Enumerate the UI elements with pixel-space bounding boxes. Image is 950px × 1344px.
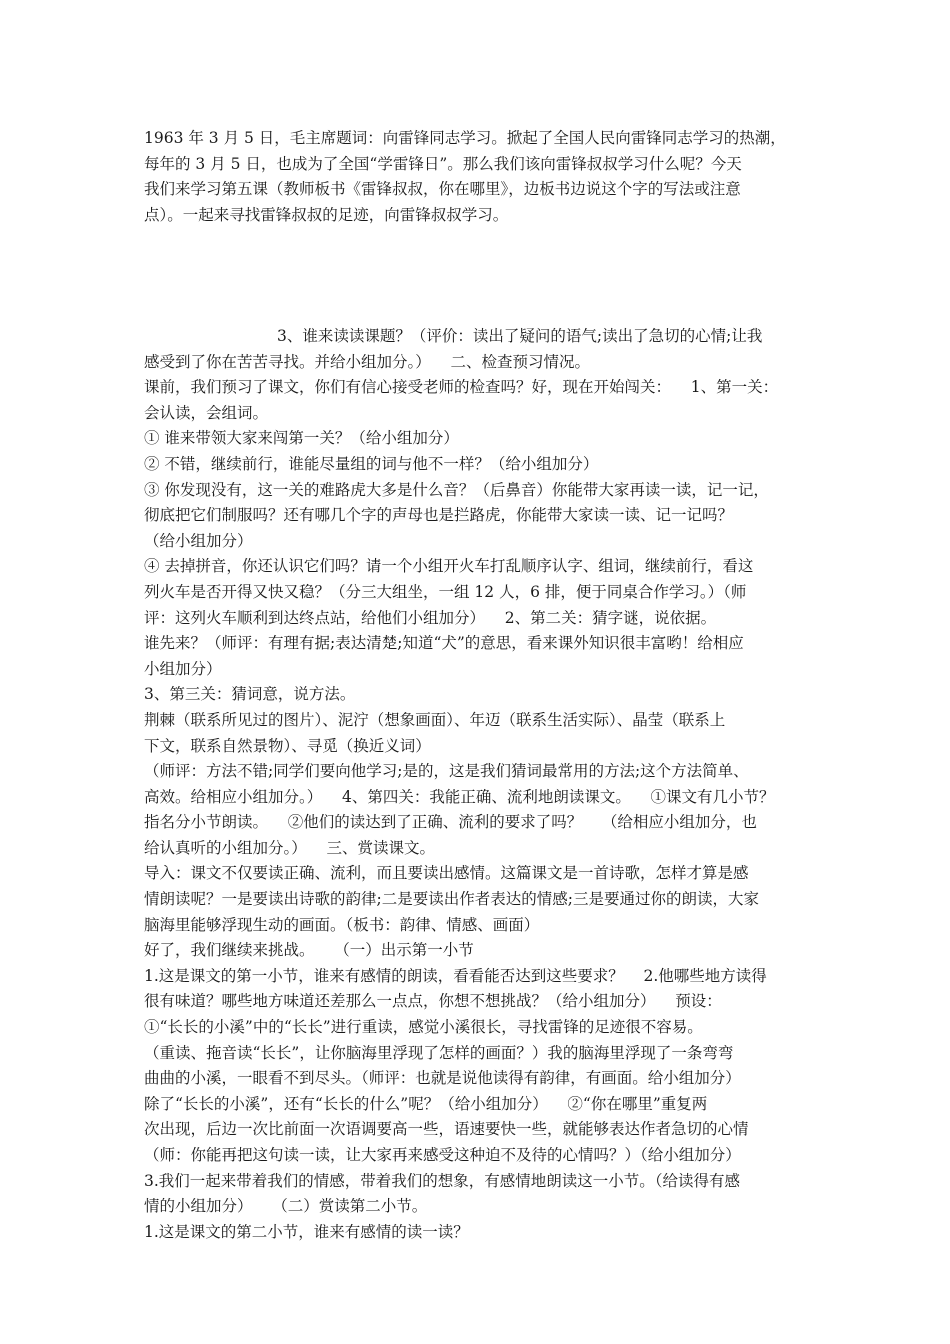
text-line: 3、谁来读读课题？（评价：读出了疑问的语气;读出了急切的心情;让我 bbox=[144, 327, 763, 345]
text-line: （重读、拖音读“长长”，让你脑海里浮现了怎样的画面？）我的脑海里浮现了一条弯弯 bbox=[144, 1043, 734, 1062]
text-line: ① 谁来带领大家来闯第一关？（给小组加分） bbox=[144, 429, 459, 448]
text-line: ①“长长的小溪”中的“长长”进行重读，感觉小溪很长，寻找雷锋的足迹很不容易。 bbox=[144, 1018, 703, 1037]
text-line: ② 不错，继续前行，谁能尽量组的词与他不一样？（给小组加分） bbox=[144, 454, 599, 473]
text-line: 点）。一起来寻找雷锋叔叔的足迹，向雷锋叔叔学习。 bbox=[144, 205, 509, 224]
text-line: 次出现，后边一次比前面一次语调要高一些，语速要快一些，就能够表达作者急切的心情 bbox=[144, 1120, 749, 1139]
lesson-body bbox=[144, 324, 808, 1245]
text-line: 1.这是课文的第二小节，谁来有感情的读一读？ bbox=[144, 1222, 469, 1241]
text-line: 彻底把它们制服吗？还有哪几个字的声母也是拦路虎，你能带大家读一读、记一记吗？ bbox=[144, 506, 734, 525]
text-line: 给认真听的小组加分。） 三、赏读课文。 bbox=[144, 838, 435, 857]
text-line: 评：这列火车顺利到达终点站，给他们小组加分） 2、第二关：猜字谜，说依据。 bbox=[144, 608, 717, 627]
text-line: （师：你能再把这句读一读，让大家再来感受这种迫不及待的心情吗？）（给小组加分） bbox=[144, 1146, 741, 1164]
text-line: 脑海里能够浮现生动的画面。（板书：韵律、情感、画面） bbox=[144, 915, 540, 934]
text-line: 谁先来？（师评：有理有据;表达清楚;知道“犬”的意思，看来课外知识很丰富哟！给相应 bbox=[144, 634, 744, 653]
text-line: 指名分小节朗读。 ②他们的读达到了正确、流利的要求了吗？ （给相应小组加分，也 bbox=[144, 813, 757, 832]
text-line: 课前，我们预习了课文，你们有信心接受老师的检查吗？好，现在开始闯关： 1、第一关： bbox=[144, 378, 779, 397]
intro-paragraph bbox=[144, 126, 808, 228]
text-line: 导入：课文不仅要读正确、流利，而且要读出感情。这篇课文是一首诗歌，怎样才算是感 bbox=[144, 864, 749, 883]
text-line: 情的小组加分） （二）赏读第二小节。 bbox=[144, 1197, 428, 1216]
text-line: 好了，我们继续来挑战。 （一）出示第一小节 bbox=[144, 941, 474, 960]
text-line: 很有味道？哪些地方味道还差那么一点点，你想不想挑战？（给小组加分） 预设： bbox=[144, 992, 722, 1011]
text-line: ③ 你发现没有，这一关的难路虎大多是什么音？（后鼻音）你能带大家再读一读，记一记， bbox=[144, 480, 769, 499]
text-line: （给小组加分） bbox=[144, 531, 253, 550]
text-line: 感受到了你在苦苦寻找。并给小组加分。） 二、检查预习情况。 bbox=[144, 352, 590, 371]
text-line: （师评：方法不错;同学们要向他学习;是的，这是我们猜词最常用的方法;这个方法简单、 bbox=[144, 762, 749, 781]
text-line: 下文，联系自然景物）、寻觅（换近义词） bbox=[144, 736, 431, 755]
text-line: 1.这是课文的第一小节，谁来有感情的朗读，看看能否达到这些要求？ 2.他哪些地方读得 bbox=[144, 966, 767, 985]
text-line: 3、第三关：猜词意，说方法。 bbox=[144, 685, 356, 704]
text-line: 会认读，会组词。 bbox=[144, 403, 269, 422]
text-line: 列火车是否开得又快又稳？（分三大组坐，一组 12 人，6 排，便于同桌合作学习。）（师 bbox=[144, 582, 747, 601]
text-line: 我们来学习第五课（教师板书《雷锋叔叔，你在哪里》，边板书边说这个字的写法或注意 bbox=[144, 180, 741, 199]
text-line: 每年的 3 月 5 日，也成为了全国“学雷锋日”。那么我们该向雷锋叔叔学习什么呢？今天 bbox=[144, 154, 742, 173]
text-line: 3.我们一起来带着我们的情感，带着我们的想象，有感情地朗读这一小节。（给读得有感 bbox=[144, 1171, 741, 1190]
text-line: 情朗读呢？一是要读出诗歌的韵律;二是要读出作者表达的情感;三是要通过你的朗读，大家 bbox=[144, 890, 759, 909]
text-line: 1963 年 3 月 5 日，毛主席题词：向雷锋同志学习。掀起了全国人民向雷锋同志学习的热潮， bbox=[144, 129, 786, 147]
text-line: 荆棘（联系所见过的图片）、泥泞（想象画面）、年迈（联系生活实际）、晶莹（联系上 bbox=[144, 710, 726, 729]
text-line: 高效。给相应小组加分。） 4、第四关：我能正确、流利地朗读课文。 ①课文有几小节？ bbox=[144, 787, 775, 806]
text-line: ④ 去掉拼音，你还认识它们吗？请一个小组开火车打乱顺序认字、组词，继续前行，看这 bbox=[144, 557, 754, 576]
text-line: 除了“长长的小溪”，还有“长长的什么”呢？（给小组加分） ②“你在哪里”重复两 bbox=[144, 1094, 708, 1113]
text-line: 曲曲的小溪，一眼看不到尽头。（师评：也就是说他读得有韵律，有画面。给小组加分） bbox=[144, 1069, 741, 1088]
text-line: 小组加分） bbox=[144, 659, 222, 678]
